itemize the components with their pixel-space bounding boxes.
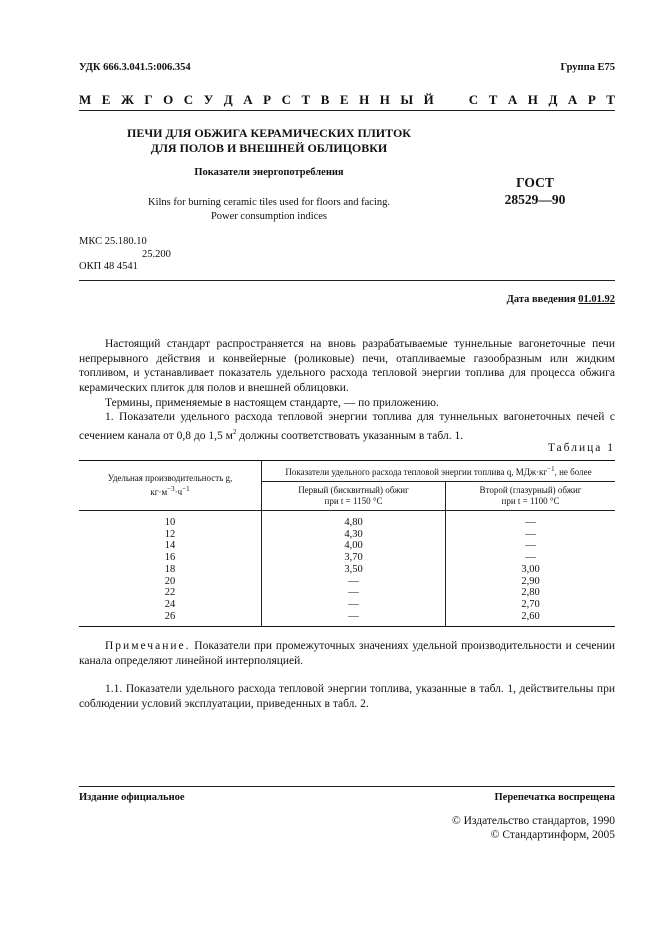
paragraph-terms xyxy=(79,396,615,411)
table-row xyxy=(79,511,615,529)
table-1-caption: Таблица 1 xyxy=(547,442,615,454)
table-cell-first: — xyxy=(262,611,446,627)
introduction-date xyxy=(507,294,615,305)
table-cell-g: 18 xyxy=(79,564,262,576)
heading-letter: А xyxy=(507,92,518,107)
header-second-firing: Второй (глазурный) обжиг при t = 1100 °С xyxy=(446,482,616,511)
okp-code: ОКП 48 4541 xyxy=(79,261,138,272)
gost-label: ГОСТ xyxy=(516,175,554,190)
header-energy-consumption: Показатели удельного расхода тепловой энергии топлива q, $МДж\cdot кг^{-1}$, не более xyxy=(262,461,616,482)
heading-letter xyxy=(444,92,458,108)
table-cell-g: 22 xyxy=(79,587,262,599)
header-divider xyxy=(79,110,615,111)
heading-letter: А xyxy=(243,92,253,107)
paragraph-clause-1 xyxy=(79,410,615,443)
table-cell-first: 3,50 xyxy=(262,564,446,576)
gost-designation xyxy=(470,174,600,208)
heading-letter: Р xyxy=(263,92,272,107)
clause-1-text-b: должны соответствовать указанным в табл. 1. xyxy=(236,429,464,442)
heading-letter: Й xyxy=(423,92,434,107)
heading-letter: Н xyxy=(379,92,390,107)
paragraph-clause-1-1 xyxy=(79,682,615,711)
heading-letter: Н xyxy=(527,92,538,107)
table-cell-first: — xyxy=(262,587,446,599)
table-cell-first: 4,30 xyxy=(262,529,446,541)
copyright-block xyxy=(452,814,615,842)
table-cell-second: 2,70 xyxy=(446,599,616,611)
heading-letter: С xyxy=(468,92,479,107)
header-first-firing: Первый (бисквитный) обжиг при t = 1150 °С xyxy=(262,482,446,511)
table-cell-g: 10 xyxy=(79,511,262,529)
heading-letter: Ы xyxy=(400,92,414,107)
table-cell-first: 3,70 xyxy=(262,552,446,564)
table-cell-first: 4,80 xyxy=(262,511,446,529)
udk-code: УДК 666.3.041.5:006.354 xyxy=(79,62,191,73)
english-title-line-2: Power consumption indices xyxy=(210,211,328,222)
paragraph-scope-text: Настоящий стандарт распространяется на вновь разрабатываемые туннельные вагонеточные печи непрерывного действия и конвейерные (роликовые) печи, отапливаемые газообразным или жидким топливом, и устанавливает показатель удельного расхода тепловой энергии топлива для процесса обжига керамических плиток для полов и внешней облицовки. xyxy=(79,338,615,394)
table-row xyxy=(79,576,615,588)
heading-letter: С xyxy=(281,92,291,107)
note-label: Примечание. xyxy=(105,640,191,652)
table-cell-second: 3,00 xyxy=(446,564,616,576)
table-cell-second: 2,80 xyxy=(446,587,616,599)
paragraph-scope xyxy=(79,337,615,395)
mks-code-1: МКС 25.180.10 xyxy=(79,236,147,247)
title-line-2: ДЛЯ ПОЛОВ И ВНЕШНЕЙ ОБЛИЦОВКИ xyxy=(150,141,388,155)
english-title-line-1: Kilns for burning ceramic tiles used for floors and facing. xyxy=(147,197,390,208)
table-cell-first: 4,00 xyxy=(262,540,446,552)
table-cell-second: — xyxy=(446,552,616,564)
table-cell-g: 12 xyxy=(79,529,262,541)
heading-letter: Д xyxy=(223,92,233,107)
header-productivity-line-1: Удельная производительность g, xyxy=(107,473,233,483)
introduction-date-label: Дата введения xyxy=(506,294,576,305)
table-cell-first: — xyxy=(262,599,446,611)
table-cell-g: 26 xyxy=(79,611,262,627)
document-subtitle: Показатели энергопотребления xyxy=(194,167,344,178)
copyright-1: © Издательство стандартов, 1990 xyxy=(451,815,615,827)
codes-divider xyxy=(79,280,615,281)
note-text: Показатели при промежуточных значениях удельной производительности и сечении канала определяют линейной интерполяцией. xyxy=(79,640,615,667)
table-row xyxy=(79,552,615,564)
heading-letter: Р xyxy=(587,92,596,107)
table-cell-g: 24 xyxy=(79,599,262,611)
table-row xyxy=(79,564,615,576)
clause-1-1-text: 1.1. Показатели удельного расхода тепловой энергии топлива, указанные в табл. 1, действительны при соблюдении условий эксплуатации, приведенных в табл. 2. xyxy=(79,683,615,710)
mks-code-2: 25.200 xyxy=(142,248,171,260)
clause-1-superscript: 2 xyxy=(232,427,237,436)
table-cell-second: — xyxy=(446,511,616,529)
heading-letter: У xyxy=(203,92,214,107)
heading-letter: В xyxy=(320,92,330,107)
official-edition: Издание официальное xyxy=(79,792,185,803)
table-cell-second: 2,60 xyxy=(446,611,616,627)
table-cell-second: — xyxy=(446,529,616,541)
heading-letter: Е xyxy=(101,92,111,107)
group-code: Группа Е75 xyxy=(560,62,615,73)
heading-letter: Н xyxy=(359,92,370,107)
table-row xyxy=(79,540,615,552)
heading-letter: Е xyxy=(339,92,349,107)
title-line-1: ПЕЧИ ДЛЯ ОБЖИГА КЕРАМИЧЕСКИХ ПЛИТОК xyxy=(127,126,411,140)
english-title xyxy=(79,196,459,224)
table-row xyxy=(79,599,615,611)
classification-codes xyxy=(79,236,171,274)
heading-letter: Т xyxy=(488,92,498,107)
table-note xyxy=(79,639,615,668)
heading-letter: Г xyxy=(144,92,153,107)
reprint-prohibited: Перепечатка воспрещена xyxy=(494,792,615,803)
heading-letter: А xyxy=(567,92,578,107)
header-specific-productivity xyxy=(79,461,262,511)
heading-letter: О xyxy=(163,92,174,107)
document-title xyxy=(79,126,459,156)
heading-letter: М xyxy=(79,92,92,107)
table-row xyxy=(79,611,615,627)
introduction-date-value: 01.01.92 xyxy=(578,294,615,305)
copyright-2: © Стандартинформ, 2005 xyxy=(490,829,615,841)
table-cell-g: 16 xyxy=(79,552,262,564)
table-cell-second: — xyxy=(446,540,616,552)
table-row xyxy=(79,529,615,541)
heading-letter: Т xyxy=(606,92,615,107)
heading-letter: С xyxy=(183,92,194,107)
table-1 xyxy=(79,460,615,627)
footer-divider xyxy=(79,786,615,787)
table-cell-first: — xyxy=(262,576,446,588)
table-cell-second: 2,90 xyxy=(446,576,616,588)
paragraph-terms-text: Термины, применяемые в настоящем стандарте, — по приложению. xyxy=(105,397,439,409)
heading-letter: Ж xyxy=(120,92,134,107)
table-cell-g: 20 xyxy=(79,576,262,588)
gost-number: 28529—90 xyxy=(504,192,566,207)
table-row xyxy=(79,587,615,599)
heading-letter: Т xyxy=(301,92,311,107)
table-cell-g: 14 xyxy=(79,540,262,552)
clause-1-text-a: 1. Показатели удельного расхода тепловой энергии топлива для туннельных вагонеточных печей с сечением канала от 0,8 до 1,5 м xyxy=(79,411,615,442)
header-productivity-line-2: $кг\cdot м^{-3}\cdot ч^{-1}$ xyxy=(150,485,190,497)
interstate-standard-heading xyxy=(79,92,615,108)
heading-letter: Д xyxy=(548,92,558,107)
